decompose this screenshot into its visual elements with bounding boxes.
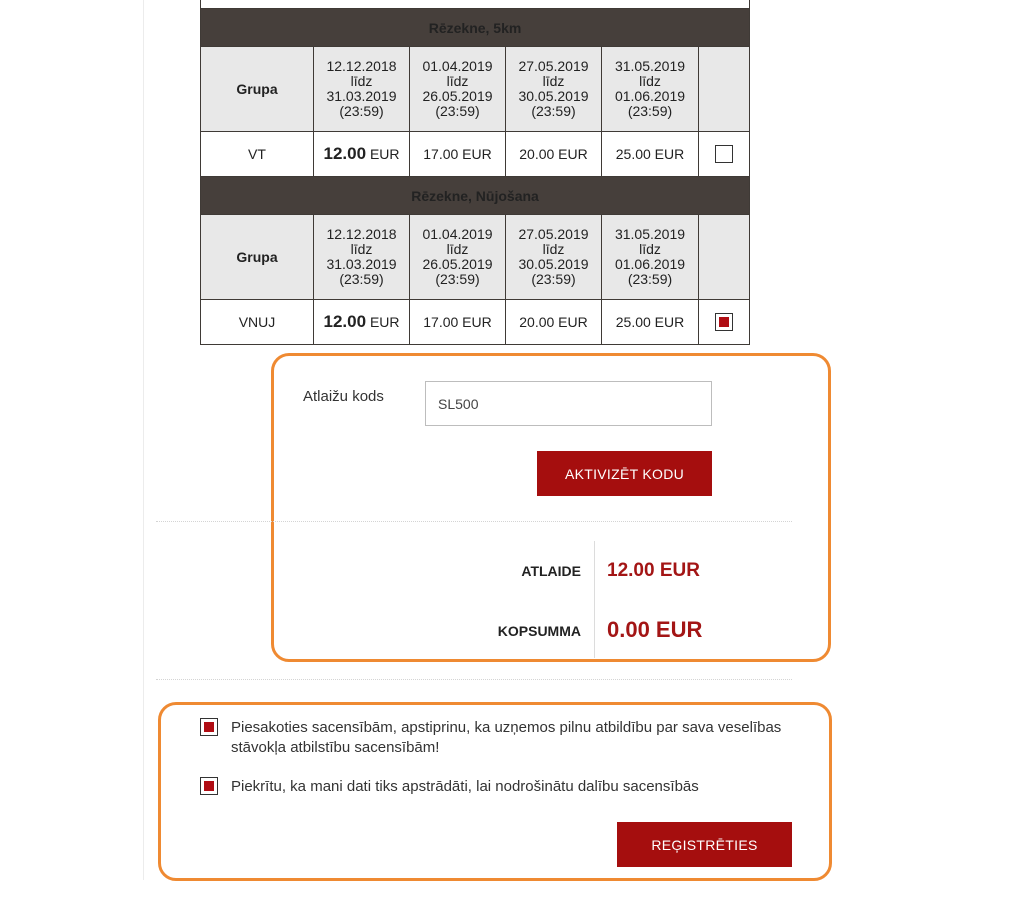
period-header: 31.05.2019 līdz 01.06.2019 (23:59) [602, 215, 699, 300]
discount-code-input[interactable] [425, 381, 712, 426]
period-header: 12.12.2018 līdz 31.03.2019 (23:59) [314, 47, 410, 132]
activate-code-button[interactable]: AKTIVIZĒT KODU [537, 451, 712, 496]
divider [156, 521, 792, 522]
discount-amount-label: ATLAIDE [521, 563, 581, 579]
future-price: 17.00 EUR [410, 300, 506, 345]
table-row [201, 300, 750, 345]
current-price: 12.00 EUR [314, 300, 410, 345]
health-agreement-text: Piesakoties sacensībām, apstiprinu, ka uzņemos pilnu atbildību par sava veselības stāvokļa atbilstību sacensībām! [231, 719, 782, 756]
price-table [200, 0, 750, 345]
current-price: 12.00 EUR [314, 132, 410, 177]
select-checkbox-vt[interactable] [715, 145, 733, 163]
discount-amount-value: 12.00 EUR [607, 560, 700, 581]
agreement-data-processing [200, 777, 790, 797]
data-agreement-text: Piekrītu, ka mani dati tiks apstrādāti, lai nodrošinātu dalību sacensībās [231, 778, 699, 795]
total-value: 0.00 EUR [607, 617, 703, 642]
total-label: KOPSUMMA [497, 623, 581, 639]
table-top-remnant [201, 0, 750, 9]
content-left-border [143, 0, 144, 880]
select-cell [699, 300, 750, 345]
section-title: Rēzekne, 5km [201, 9, 750, 47]
section-title: Rēzekne, Nūjošana [201, 177, 750, 215]
select-column-header [699, 215, 750, 300]
health-agreement-checkbox[interactable] [200, 718, 218, 736]
summary-divider [594, 541, 595, 658]
price-table-wrapper [200, 0, 749, 345]
future-price: 17.00 EUR [410, 132, 506, 177]
group-name: VNUJ [201, 300, 314, 345]
column-header-group: Grupa [201, 47, 314, 132]
period-header: 01.04.2019 līdz 26.05.2019 (23:59) [410, 47, 506, 132]
future-price: 25.00 EUR [602, 300, 699, 345]
agreement-health [200, 718, 790, 758]
period-header: 01.04.2019 līdz 26.05.2019 (23:59) [410, 215, 506, 300]
future-price: 20.00 EUR [506, 132, 602, 177]
period-header: 27.05.2019 līdz 30.05.2019 (23:59) [506, 215, 602, 300]
column-header-group: Grupa [201, 215, 314, 300]
period-header: 12.12.2018 līdz 31.03.2019 (23:59) [314, 215, 410, 300]
period-header: 27.05.2019 līdz 30.05.2019 (23:59) [506, 47, 602, 132]
select-checkbox-vnuj[interactable] [715, 313, 733, 331]
period-header: 31.05.2019 līdz 01.06.2019 (23:59) [602, 47, 699, 132]
future-price: 20.00 EUR [506, 300, 602, 345]
table-row [201, 132, 750, 177]
select-cell [699, 132, 750, 177]
data-agreement-checkbox[interactable] [200, 777, 218, 795]
register-button[interactable]: REĢISTRĒTIES [617, 822, 792, 867]
discount-code-label: Atlaižu kods [303, 388, 384, 405]
group-name: VT [201, 132, 314, 177]
divider [156, 679, 792, 680]
future-price: 25.00 EUR [602, 132, 699, 177]
select-column-header [699, 47, 750, 132]
